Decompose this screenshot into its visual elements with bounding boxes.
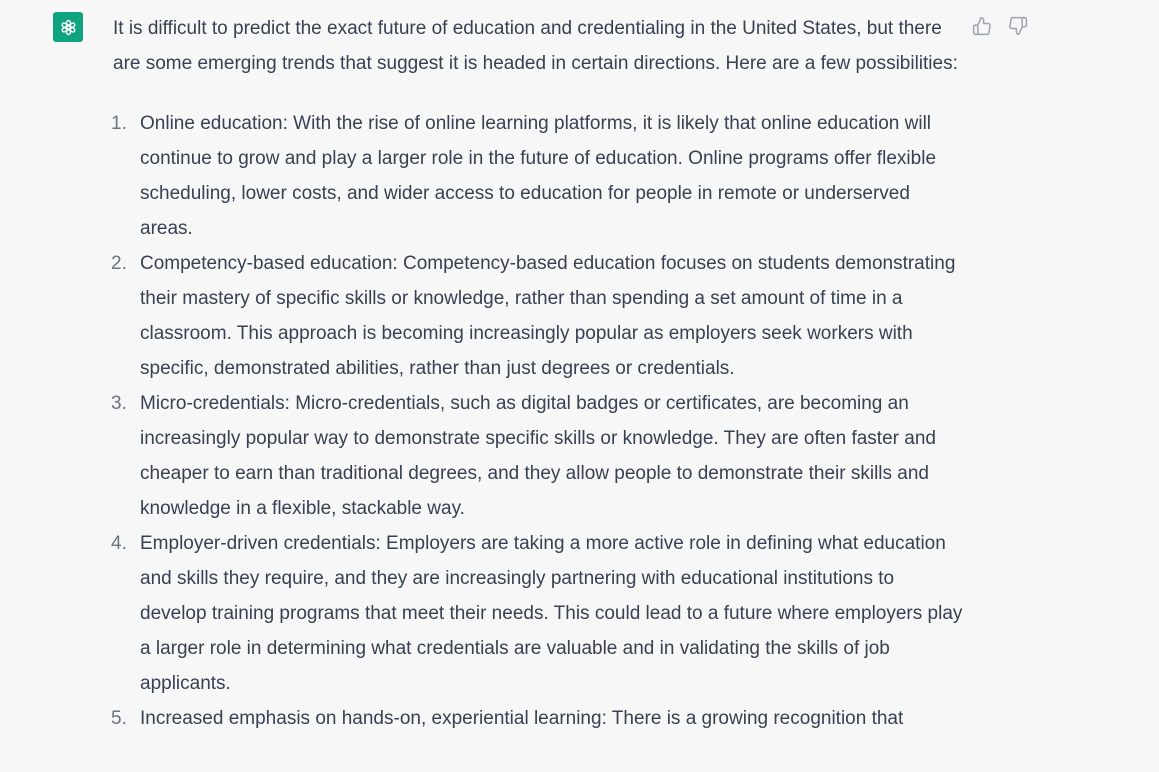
- assistant-avatar: [53, 12, 83, 42]
- list-item-text: Online education: With the rise of online learning platforms, it is likely that online education will continue to grow and play a larger role in the future of education. Online programs offer flexible scheduling, lower costs, and wider access to education for people in remote or underserved areas.: [140, 113, 937, 239]
- list-item-number: 2.: [111, 253, 127, 274]
- list-item: [113, 386, 963, 526]
- list-item-text: Increased emphasis on hands-on, experiential learning: There is a growing recognition that: [140, 708, 904, 729]
- list-item: [113, 106, 963, 246]
- feedback-buttons: [971, 15, 1029, 37]
- list-item-text: Micro-credentials: Micro-credentials, such as digital badges or certificates, are becoming an increasingly popular way to demonstrate specific skills or knowledge. They are often faster and cheaper to earn than traditional degrees, and they allow people to demonstrate their skills and knowledge in a flexible, stackable way.: [140, 393, 936, 519]
- list-item-number: 3.: [111, 393, 127, 414]
- openai-logo-icon: [58, 17, 79, 38]
- thumbs-down-button[interactable]: [1007, 15, 1029, 37]
- list-item-number: 1.: [111, 113, 127, 134]
- thumbs-up-button[interactable]: [971, 15, 993, 37]
- possibilities-list: [113, 106, 963, 736]
- list-item-number: 4.: [111, 533, 127, 554]
- list-item: [113, 246, 963, 386]
- list-item: [113, 701, 963, 736]
- list-item-text: Competency-based education: Competency-based education focuses on students demonstrating their mastery of specific skills or knowledge, rather than spending a set amount of time in a classroom. This approach is becoming increasingly popular as employers seek workers with specific, demonstrated abilities, rather than just degrees or credentials.: [140, 253, 956, 379]
- list-item-text: Employer-driven credentials: Employers are taking a more active role in defining what education and skills they require, and they are increasingly partnering with educational institutions to develop training programs that meet their needs. This could lead to a future where employers play a larger role in determining what credentials are valuable and in validating the skills of job applicants.: [140, 533, 963, 694]
- assistant-message: [113, 11, 963, 736]
- message-intro: It is difficult to predict the exact future of education and credentialing in the United States, but there are some emerging trends that suggest it is headed in certain directions. Here are a few possibilities:: [113, 18, 958, 74]
- list-item-number: 5.: [111, 708, 127, 729]
- thumbs-down-icon: [1008, 16, 1028, 36]
- thumbs-up-icon: [972, 16, 992, 36]
- list-item: [113, 526, 963, 701]
